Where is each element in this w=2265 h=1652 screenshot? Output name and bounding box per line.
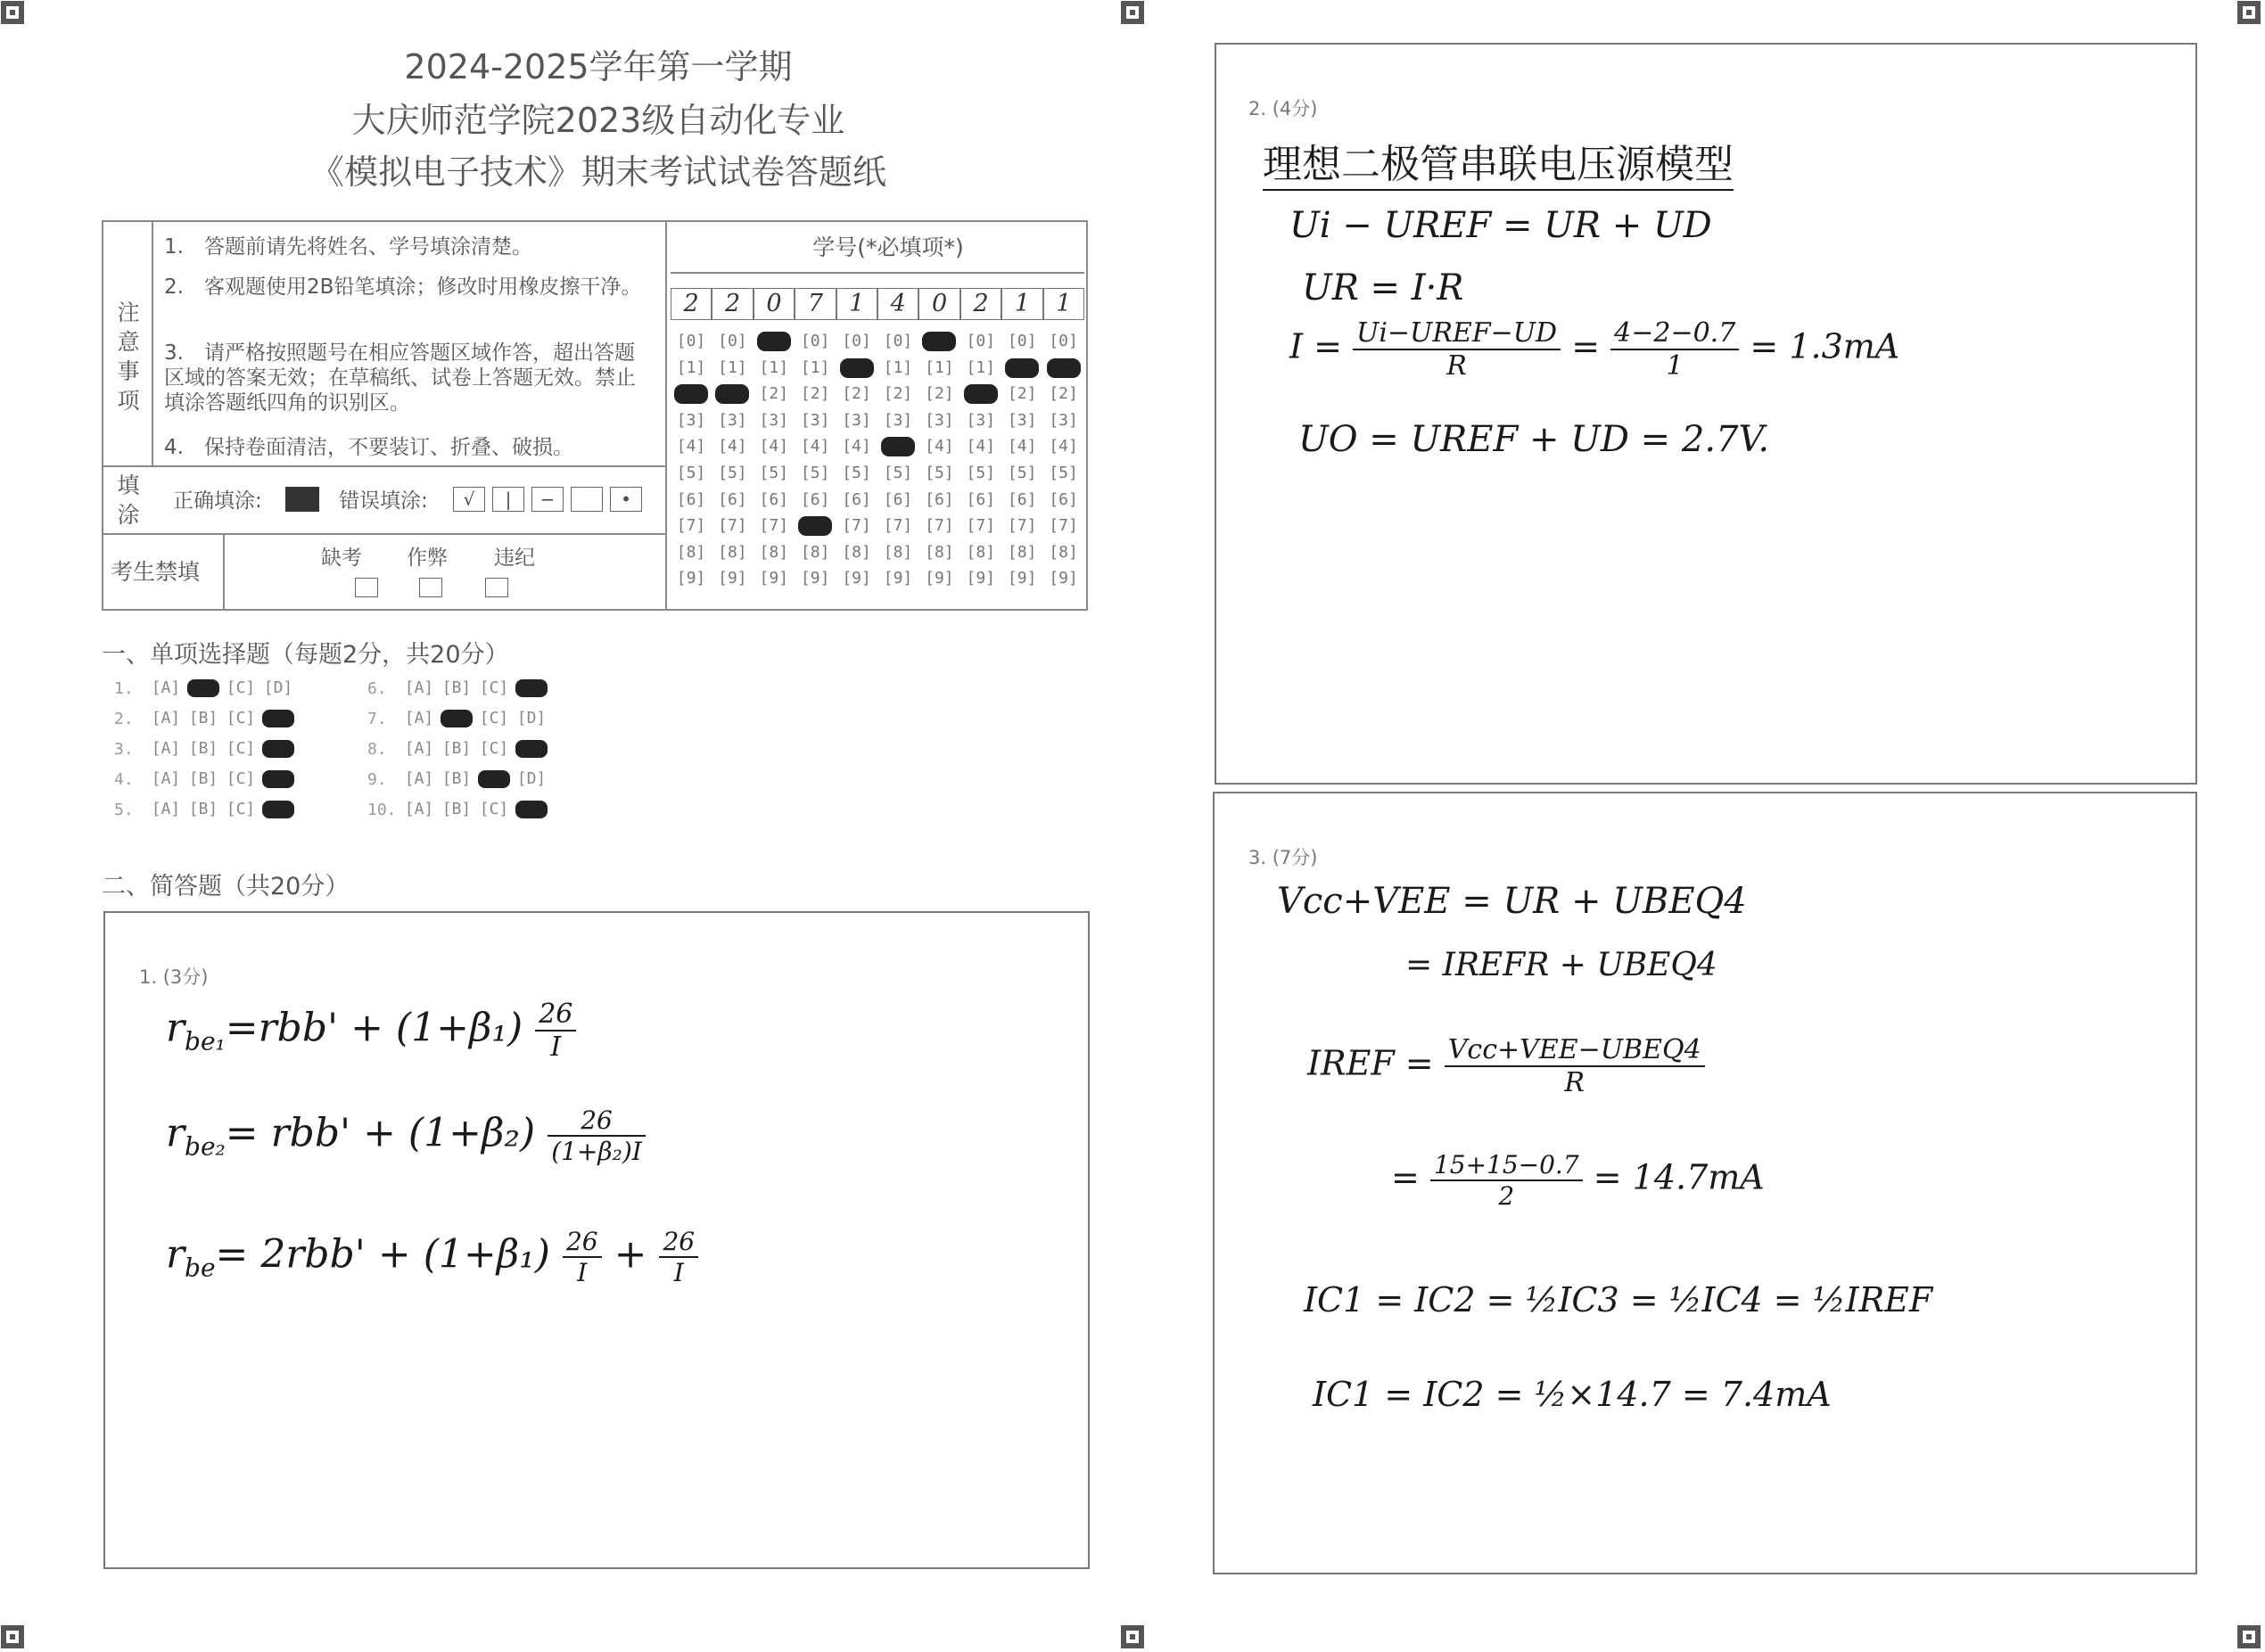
mcq-option-bubble[interactable]: [A] — [151, 769, 181, 788]
section2-title: 二、简答题（共20分） — [102, 873, 350, 900]
student-id-digit: 1 — [836, 288, 877, 320]
corner-mark-icon — [0, 1624, 25, 1649]
exam-course-title: 《模拟电子技术》期末考试试卷答题纸 — [309, 152, 886, 192]
student-id-bubble[interactable]: [6] — [925, 489, 954, 509]
mcq-option-bubble[interactable]: [C] — [479, 678, 509, 697]
student-id-bubble[interactable]: [2] — [1007, 384, 1037, 404]
exam-term-title: 2024-2025学年第一学期 — [404, 47, 793, 86]
student-id-bubble[interactable]: [3] — [1049, 410, 1078, 430]
student-id-bubble[interactable]: [7] — [1007, 516, 1037, 536]
q1-line3: $r_{be}= 2rbb' + (1+\beta_1)$ $\frac{26}{I}$ + $\frac{26}{I}$ — [166, 1227, 698, 1287]
mcq-option-bubble[interactable]: [B] — [441, 678, 472, 697]
mcq-question-number: 3. — [114, 740, 134, 759]
mcq-question-number: 8. — [367, 740, 387, 759]
student-id-bubble[interactable] — [881, 437, 915, 456]
student-id-bubble[interactable]: [4] — [842, 437, 871, 456]
student-id-digit: 2 — [960, 288, 1001, 320]
corner-mark-icon — [1120, 0, 1145, 25]
student-id-bubble[interactable]: [0] — [883, 332, 913, 350]
mcq-option-bubble[interactable]: [C] — [479, 709, 509, 727]
forbid-label: 考生禁填 — [111, 559, 201, 585]
student-id-digit: 0 — [754, 288, 795, 320]
student-id-bubble[interactable]: [9] — [842, 569, 871, 588]
student-id-bubble[interactable]: [0] — [676, 332, 706, 350]
corner-mark-icon — [0, 0, 25, 25]
student-id-bubble[interactable]: [8] — [759, 542, 789, 562]
student-id-bubble[interactable]: [6] — [1049, 489, 1078, 509]
student-id-bubble[interactable]: [2] — [1049, 384, 1078, 404]
student-id-bubble[interactable]: [6] — [718, 489, 747, 509]
mcq-option-bubble[interactable]: [C] — [479, 800, 509, 818]
student-id-bubble[interactable]: [7] — [966, 516, 996, 536]
student-id-bubble[interactable]: [1] — [966, 358, 996, 377]
mcq-option-bubble[interactable]: [A] — [151, 800, 181, 818]
student-id-digit: 2 — [671, 288, 712, 320]
student-id-bubble[interactable]: [7] — [718, 516, 747, 536]
q3-line1: Vcc+VEE = UR + UBEQ4 — [1277, 881, 1747, 922]
student-id-digit: 1 — [1001, 288, 1042, 320]
mcq-option-bubble[interactable]: [B] — [441, 800, 472, 818]
student-id-bubble[interactable]: [3] — [966, 410, 996, 430]
student-id-bubble[interactable]: [4] — [1049, 437, 1078, 456]
student-id-bubble[interactable]: [5] — [676, 464, 706, 482]
mcq-option-bubble[interactable] — [262, 710, 294, 727]
mcq-question-number: 9. — [367, 770, 387, 789]
student-id-bubble[interactable]: [2] — [883, 384, 913, 404]
mcq-option-bubble[interactable]: [C] — [479, 739, 509, 758]
student-id-bubble[interactable]: [3] — [1007, 410, 1037, 430]
mcq-option-bubble[interactable] — [262, 801, 294, 818]
notice-item-3: 3. 请严格按照题号在相应答题区域作答，超出答题区域的答案无效；在草稿纸、试卷上答题无效。禁止填涂答题纸四角的识别区。 — [164, 341, 636, 415]
q1-line1: $r_{be_1}=rbb' + (1+\beta_1)$ $\frac{26}{I}$ — [166, 999, 576, 1063]
student-id-bubble[interactable] — [798, 516, 832, 536]
student-id-bubble[interactable]: [6] — [842, 489, 871, 509]
forbid-absent-checkbox[interactable] — [355, 578, 378, 597]
q2-line1: Ui − UREF = UR + UD — [1289, 205, 1712, 246]
student-id-bubble[interactable]: [6] — [966, 489, 996, 509]
mcq-option-bubble[interactable] — [187, 679, 219, 697]
student-id-bubble[interactable]: [1] — [718, 358, 747, 377]
student-id-digit: 0 — [918, 288, 960, 320]
student-id-bubble[interactable]: [7] — [759, 516, 789, 536]
student-id-bubble[interactable]: [1] — [759, 358, 789, 377]
student-id-bubble[interactable]: [8] — [966, 542, 996, 562]
student-id-bubble[interactable]: [8] — [925, 542, 954, 562]
student-id-bubble[interactable] — [674, 384, 708, 404]
fill-label: 填涂 — [117, 473, 140, 528]
q3-line5: IC1 = IC2 = ½IC3 = ½IC4 = ½IREF — [1304, 1280, 1933, 1319]
correct-fill-sample — [285, 487, 319, 512]
wrong-fill-label: 错误填涂: — [339, 489, 428, 513]
q2-line2: UR = I·R — [1302, 267, 1464, 308]
mcq-option-bubble[interactable]: [C] — [226, 769, 256, 788]
student-id-bubble[interactable]: [0] — [966, 332, 996, 350]
mcq-question-number: 6. — [367, 679, 387, 698]
forbid-violation-checkbox[interactable] — [485, 578, 508, 597]
student-id-bubble[interactable] — [715, 384, 749, 404]
mcq-option-bubble[interactable] — [262, 740, 294, 758]
student-id-bubble[interactable]: [1] — [676, 358, 706, 377]
student-id-digits — [671, 288, 1084, 320]
mcq-option-bubble[interactable]: [A] — [151, 709, 181, 727]
notice-item-1: 1. 答题前请先将姓名、学号填涂清楚。 — [164, 235, 532, 259]
forbid-absent-label: 缺考 — [321, 547, 362, 570]
student-id-bubble[interactable]: [8] — [1007, 542, 1037, 562]
mcq-option-bubble[interactable]: [A] — [151, 739, 181, 758]
wrong-mark-check: √ — [453, 487, 485, 512]
mcq-option-bubble[interactable]: [B] — [441, 769, 472, 788]
student-id-bubble[interactable]: [8] — [1049, 542, 1078, 562]
student-id-bubble[interactable]: [5] — [800, 464, 830, 482]
student-id-bubble[interactable]: [3] — [842, 410, 871, 430]
q1-line2: $r_{be_2}= rbb' + (1+\beta_2)$ $\frac{26}{\text{(1+β₂)I}}$ — [166, 1105, 646, 1166]
mcq-question-number: 5. — [114, 801, 134, 819]
student-id-bubble[interactable]: [7] — [842, 516, 871, 536]
student-id-bubble[interactable]: [1] — [883, 358, 913, 377]
student-id-bubble[interactable]: [5] — [842, 464, 871, 482]
student-id-bubble[interactable]: [2] — [842, 384, 871, 404]
mcq-option-bubble[interactable]: [C] — [226, 800, 256, 818]
student-id-bubble[interactable]: [5] — [1007, 464, 1037, 482]
student-id-bubble[interactable]: [5] — [925, 464, 954, 482]
student-id-bubble[interactable]: [1] — [925, 358, 954, 377]
student-id-bubble[interactable]: [7] — [925, 516, 954, 536]
mcq-question-number: 7. — [367, 710, 387, 728]
wrong-mark-dot: • — [610, 487, 642, 512]
student-id-bubble[interactable]: [1] — [800, 358, 830, 377]
student-id-bubble[interactable]: [0] — [1049, 332, 1078, 350]
student-id-bubble[interactable]: [9] — [718, 569, 747, 588]
student-id-bubble[interactable]: [5] — [759, 464, 789, 482]
student-id-bubble[interactable]: [4] — [676, 437, 706, 456]
student-id-bubble[interactable]: [4] — [966, 437, 996, 456]
q3-line2: = IREFR + UBEQ4 — [1405, 947, 1717, 983]
student-id-bubble[interactable]: [6] — [800, 489, 830, 509]
student-id-bubble[interactable]: [4] — [759, 437, 789, 456]
student-id-label: 学号(*必填项*) — [812, 234, 964, 260]
student-id-bubble[interactable]: [8] — [883, 542, 913, 562]
student-id-bubble[interactable]: [9] — [925, 569, 954, 588]
wrong-mark-bar: | — [492, 487, 524, 512]
student-id-bubble[interactable] — [922, 332, 956, 351]
student-id-bubble[interactable]: [5] — [883, 464, 913, 482]
mcq-option-bubble[interactable]: [A] — [404, 739, 434, 758]
student-id-bubble[interactable]: [0] — [842, 332, 871, 350]
student-id-bubble[interactable]: [9] — [1007, 569, 1037, 588]
wrong-mark-empty — [571, 487, 603, 512]
corner-mark-icon — [2236, 1624, 2261, 1649]
student-id-digit: 4 — [877, 288, 918, 320]
q3-label: 3. (7分) — [1248, 847, 1318, 868]
student-id-bubble[interactable]: [8] — [800, 542, 830, 562]
student-id-bubble[interactable]: [9] — [676, 569, 706, 588]
student-id-bubble[interactable]: [3] — [759, 410, 789, 430]
mcq-option-bubble[interactable]: [C] — [226, 678, 256, 697]
student-id-bubble[interactable]: [7] — [1049, 516, 1078, 536]
student-id-bubble[interactable]: [9] — [966, 569, 996, 588]
exam-college-title: 大庆师范学院2023级自动化专业 — [351, 101, 845, 140]
notice-item-2: 2. 客观题使用2B铅笔填涂；修改时用橡皮擦干净。 — [164, 275, 642, 299]
student-id-bubble[interactable]: [6] — [676, 489, 706, 509]
student-id-bubble[interactable]: [7] — [883, 516, 913, 536]
student-id-bubble[interactable] — [840, 358, 874, 378]
forbid-violation-label: 违纪 — [494, 547, 535, 570]
student-id-bubble[interactable]: [0] — [1007, 332, 1037, 350]
q1-label: 1. (3分) — [139, 966, 209, 988]
student-id-bubble[interactable]: [9] — [1049, 569, 1078, 588]
wrong-fill-samples — [453, 487, 651, 512]
student-id-bubble[interactable] — [964, 384, 998, 404]
corner-mark-icon — [2236, 0, 2261, 25]
q3-line6: IC1 = IC2 = ½×14.7 = 7.4mA — [1313, 1375, 1832, 1414]
wrong-mark-dash: − — [531, 487, 564, 512]
mcq-option-bubble[interactable]: [A] — [404, 709, 434, 727]
student-id-bubble[interactable] — [1005, 358, 1039, 378]
forbid-cheat-checkbox[interactable] — [419, 578, 442, 597]
mcq-option-bubble[interactable] — [515, 740, 548, 758]
student-id-digit: 1 — [1043, 288, 1084, 320]
student-id-bubble[interactable]: [4] — [718, 437, 747, 456]
student-id-bubble[interactable]: [2] — [800, 384, 830, 404]
student-id-bubble[interactable]: [0] — [800, 332, 830, 350]
student-id-bubble[interactable]: [8] — [842, 542, 871, 562]
mcq-question-number: 10. — [367, 801, 397, 819]
student-id-digit: 2 — [712, 288, 753, 320]
student-id-bubble[interactable]: [3] — [676, 410, 706, 430]
student-id-bubble[interactable]: [4] — [1007, 437, 1037, 456]
forbid-cheat-label: 作弊 — [407, 547, 448, 570]
student-id-bubble[interactable]: [3] — [925, 410, 954, 430]
q2-line3: I = Ui−UREF−UD R = $\frac{4-2-0.7}{1}$ = 1.3mA — [1289, 317, 1900, 382]
mcq-option-bubble[interactable]: [D] — [516, 769, 547, 788]
student-id-bubble[interactable]: [2] — [759, 384, 789, 404]
mcq-option-bubble[interactable] — [515, 679, 548, 697]
section1-title: 一、单项选择题（每题2分，共20分） — [102, 641, 509, 669]
mcq-question-number: 4. — [114, 770, 134, 789]
student-id-bubble[interactable] — [757, 332, 791, 351]
student-id-bubble[interactable]: [6] — [883, 489, 913, 509]
mcq-option-bubble[interactable]: [A] — [151, 678, 181, 697]
mcq-option-bubble[interactable]: [D] — [516, 709, 547, 727]
student-id-bubble[interactable]: [7] — [676, 516, 706, 536]
mcq-option-bubble[interactable]: [B] — [188, 800, 218, 818]
student-id-bubble[interactable]: [5] — [966, 464, 996, 482]
student-id-bubble[interactable]: [9] — [800, 569, 830, 588]
mcq-option-bubble[interactable] — [478, 770, 510, 788]
q3-line3: IREF = Vcc+VEE−UBEQ4 R — [1307, 1034, 1705, 1098]
student-id-bubble[interactable]: [2] — [925, 384, 954, 404]
student-id-bubble[interactable]: [8] — [676, 542, 706, 562]
student-id-bubble[interactable]: [3] — [718, 410, 747, 430]
mcq-option-bubble[interactable] — [441, 710, 473, 727]
q2-line4: UO = UREF + UD = 2.7V. — [1298, 419, 1770, 460]
student-id-bubble[interactable]: [9] — [759, 569, 789, 588]
mcq-option-bubble[interactable]: [A] — [404, 678, 434, 697]
mcq-question-number: 2. — [114, 710, 134, 728]
q2-label: 2. (4分) — [1248, 98, 1318, 119]
student-id-bubble[interactable]: [5] — [1049, 464, 1078, 482]
notice-item-4: 4. 保持卷面清洁，不要装订、折叠、破损。 — [164, 436, 573, 459]
mcq-area — [102, 679, 601, 831]
correct-fill-label: 正确填涂: — [173, 489, 262, 513]
student-id-digit: 7 — [795, 288, 836, 320]
student-id-bubble[interactable]: [4] — [925, 437, 954, 456]
student-id-bubble[interactable]: [9] — [883, 569, 913, 588]
mcq-option-bubble[interactable]: [A] — [404, 769, 434, 788]
mcq-option-bubble[interactable] — [262, 770, 294, 788]
student-id-bubble[interactable]: [6] — [1007, 489, 1037, 509]
notice-label: 注意事项 — [117, 300, 140, 414]
student-id-bubble[interactable]: [8] — [718, 542, 747, 562]
mcq-option-bubble[interactable]: [B] — [188, 769, 218, 788]
student-id-bubble[interactable] — [1047, 358, 1081, 378]
student-id-bubble[interactable]: [0] — [718, 332, 747, 350]
mcq-option-bubble[interactable]: [C] — [226, 709, 256, 727]
mcq-option-bubble[interactable]: [A] — [404, 800, 434, 818]
student-id-bubble[interactable]: [3] — [883, 410, 913, 430]
mcq-option-bubble[interactable]: [C] — [226, 739, 256, 758]
student-id-bubble[interactable]: [4] — [800, 437, 830, 456]
corner-mark-icon — [1120, 1624, 1145, 1649]
student-id-bubble[interactable]: [3] — [800, 410, 830, 430]
student-id-bubble[interactable]: [6] — [759, 489, 789, 509]
mcq-question-number: 1. — [114, 679, 134, 698]
q2-heading: 理想二极管串联电压源模型 — [1263, 132, 1734, 191]
student-id-bubble[interactable]: [5] — [718, 464, 747, 482]
mcq-option-bubble[interactable]: [D] — [263, 678, 293, 697]
q3-line4: = $\frac{15+15-0.7}{2}$ = 14.7mA — [1391, 1150, 1765, 1211]
mcq-option-bubble[interactable] — [515, 801, 548, 818]
mcq-option-bubble[interactable]: [B] — [188, 739, 218, 758]
mcq-option-bubble[interactable]: [B] — [188, 709, 218, 727]
mcq-option-bubble[interactable]: [B] — [441, 739, 472, 758]
